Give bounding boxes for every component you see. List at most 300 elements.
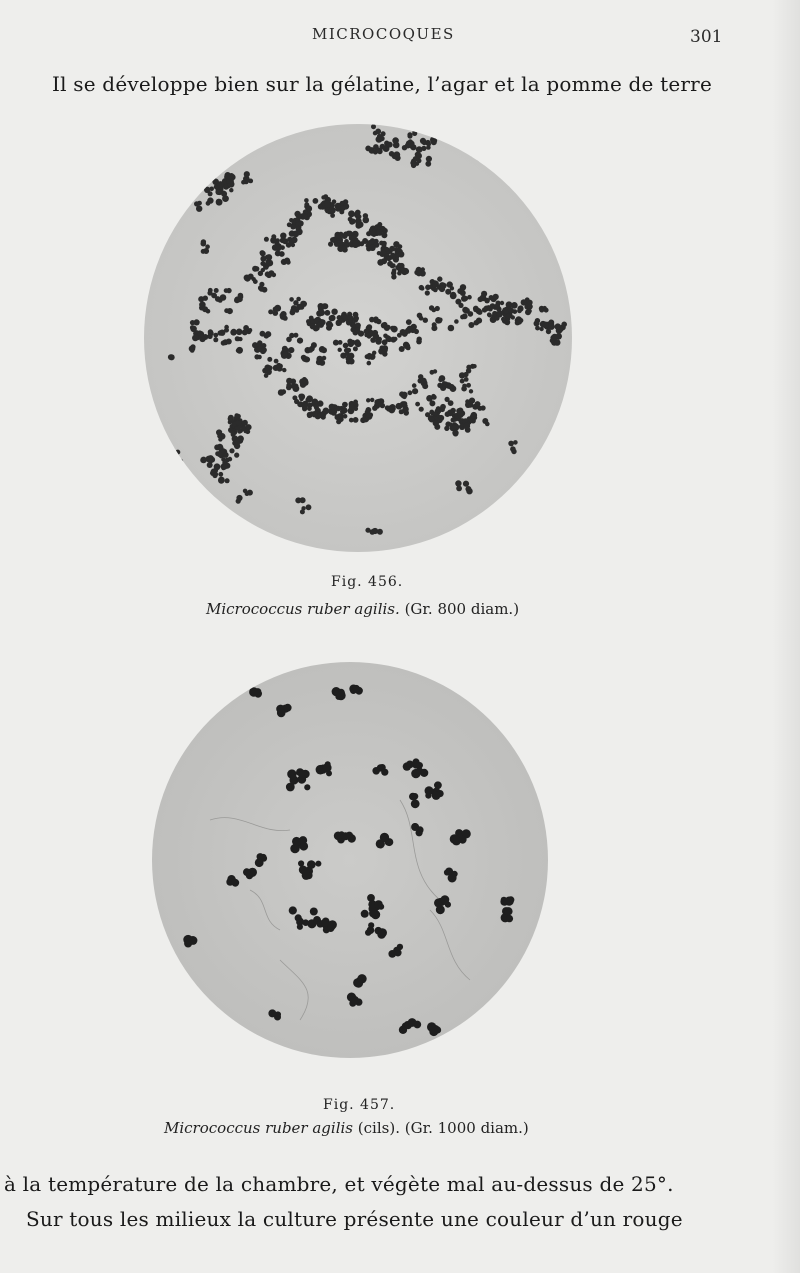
coccus-dot	[367, 361, 372, 366]
coccus-dot	[427, 142, 431, 146]
coccus-dot	[538, 210, 543, 215]
coccus-dot	[300, 509, 305, 514]
coccus-dot	[375, 129, 381, 135]
coccus-dot	[390, 264, 394, 268]
coccus-dot	[477, 406, 482, 411]
coccus-dot	[429, 305, 434, 310]
coccus-dot	[301, 403, 307, 409]
coccus-dot	[419, 285, 424, 290]
coccus-dot	[511, 302, 518, 309]
coccus-dot	[495, 316, 500, 321]
coccus-dot	[334, 232, 341, 239]
coccus-dot	[259, 286, 265, 292]
coccus-dot	[258, 271, 263, 276]
coccus-dot	[297, 924, 303, 930]
coccus-dot	[248, 328, 252, 332]
coccus-dot	[224, 328, 229, 333]
coccus-dot	[509, 308, 515, 314]
coccus-dot	[517, 308, 522, 313]
figure-457-number: Fig. 457.	[323, 1097, 396, 1113]
coccus-dot	[359, 241, 364, 246]
coccus-dot	[447, 410, 454, 417]
coccus-dot	[474, 153, 480, 159]
coccus-dot	[376, 319, 381, 324]
coccus-dot	[289, 906, 297, 914]
coccus-dot	[332, 199, 337, 204]
coccus-dot	[307, 406, 312, 411]
coccus-dot	[377, 930, 386, 939]
coccus-dot	[361, 910, 369, 918]
coccus-dot	[477, 157, 482, 162]
coccus-dot	[297, 775, 306, 784]
coccus-dot	[220, 294, 227, 301]
coccus-dot	[511, 315, 515, 319]
coccus-dot	[353, 346, 358, 351]
coccus-dot	[385, 405, 390, 410]
coccus-dot	[279, 251, 285, 257]
coccus-dot	[353, 241, 359, 247]
coccus-dot	[218, 472, 223, 477]
coccus-dot	[190, 320, 195, 325]
coccus-dot	[399, 391, 405, 397]
coccus-dot	[291, 307, 297, 313]
coccus-dot	[433, 420, 439, 426]
coccus-dot	[295, 914, 302, 921]
coccus-dot	[431, 139, 437, 145]
coccus-dot	[409, 143, 415, 149]
coccus-dot	[440, 407, 445, 412]
micrograph-456-image	[144, 116, 576, 562]
coccus-dot	[238, 293, 244, 299]
coccus-dot	[338, 348, 342, 352]
coccus-dot	[366, 398, 370, 402]
coccus-dot	[513, 440, 518, 445]
coccus-dot	[460, 287, 465, 292]
coccus-dot	[172, 454, 177, 459]
coccus-dot	[303, 214, 308, 219]
coccus-dot	[286, 260, 291, 265]
coccus-dot	[494, 303, 500, 309]
coccus-dot	[407, 326, 413, 332]
coccus-dot	[248, 274, 254, 280]
coccus-dot	[500, 301, 504, 305]
coccus-dot	[346, 348, 351, 353]
coccus-dot	[292, 395, 297, 400]
coccus-dot	[234, 453, 239, 458]
coccus-dot	[527, 309, 532, 314]
coccus-dot	[399, 346, 405, 352]
coccus-dot	[317, 400, 323, 406]
coccus-dot	[390, 337, 396, 343]
coccus-dot	[539, 327, 543, 331]
coccus-dot	[321, 347, 327, 353]
coccus-dot	[466, 365, 471, 370]
coccus-dot	[457, 410, 464, 417]
coccus-dot	[526, 174, 532, 180]
coccus-dot	[289, 218, 293, 222]
coccus-dot	[454, 319, 459, 324]
coccus-dot	[249, 687, 258, 696]
coccus-dot	[540, 212, 546, 218]
coccus-dot	[352, 685, 360, 693]
coccus-dot	[421, 146, 426, 151]
coccus-dot	[294, 232, 298, 236]
coccus-dot	[310, 323, 316, 329]
coccus-dot	[432, 322, 437, 327]
coccus-dot	[306, 504, 312, 510]
coccus-dot	[370, 398, 374, 402]
coccus-dot	[175, 450, 180, 455]
coccus-dot	[439, 286, 445, 292]
coccus-dot	[336, 691, 345, 700]
coccus-dot	[355, 218, 361, 224]
coccus-dot	[477, 310, 482, 315]
coccus-dot	[282, 314, 286, 318]
coccus-dot	[365, 528, 370, 533]
coccus-dot	[316, 323, 321, 328]
coccus-dot	[260, 348, 266, 354]
coccus-dot	[286, 378, 292, 384]
coccus-dot	[450, 834, 459, 843]
coccus-dot	[298, 220, 304, 226]
coccus-dot	[463, 481, 469, 487]
coccus-dot	[203, 296, 208, 301]
coccus-dot	[201, 241, 207, 247]
coccus-dot	[462, 313, 468, 319]
coccus-dot	[416, 339, 422, 345]
micrograph-457-image	[150, 660, 554, 1064]
figure-457-caption	[164, 1119, 529, 1137]
coccus-dot	[265, 365, 271, 371]
coccus-dot	[381, 131, 386, 136]
coccus-dot	[392, 137, 399, 144]
coccus-dot	[289, 240, 294, 245]
coccus-dot	[382, 339, 388, 345]
coccus-dot	[322, 763, 331, 772]
coccus-dot	[267, 357, 272, 362]
coccus-dot	[321, 919, 329, 927]
coccus-dot	[435, 317, 442, 324]
figure-457-species: Micrococcus ruber agilis	[164, 1119, 354, 1137]
coccus-dot	[541, 214, 547, 220]
coccus-dot	[260, 331, 266, 337]
body-text-line-top: Il se développe bien sur la gélatine, l’agar et la pomme de terre	[52, 72, 712, 96]
coccus-dot	[260, 854, 266, 860]
coccus-dot	[399, 409, 404, 414]
coccus-dot	[348, 358, 354, 364]
coccus-dot	[412, 130, 417, 135]
coccus-dot	[236, 347, 243, 354]
coccus-dot	[282, 346, 288, 352]
coccus-dot	[230, 430, 235, 435]
coccus-dot	[217, 434, 222, 439]
coccus-dot	[330, 213, 335, 218]
coccus-dot	[536, 213, 541, 218]
coccus-dot	[388, 950, 396, 958]
coccus-dot	[177, 458, 183, 464]
figure-456-caption	[206, 600, 519, 618]
coccus-dot	[328, 242, 333, 247]
coccus-dot	[373, 333, 379, 339]
coccus-dot	[474, 151, 479, 156]
coccus-dot	[470, 152, 475, 157]
coccus-dot	[308, 347, 314, 353]
coccus-dot	[325, 310, 331, 316]
coccus-dot	[225, 458, 230, 463]
coccus-dot	[213, 333, 218, 338]
coccus-dot	[436, 905, 445, 914]
coccus-dot	[200, 457, 207, 464]
coccus-dot	[282, 352, 288, 358]
coccus-dot	[234, 443, 240, 449]
coccus-dot	[347, 231, 352, 236]
coccus-dot	[455, 480, 461, 486]
coccus-dot	[370, 231, 375, 236]
coccus-dot	[407, 133, 412, 138]
coccus-dot	[465, 486, 471, 492]
coccus-dot	[244, 171, 250, 177]
coccus-dot	[527, 170, 533, 176]
coccus-dot	[169, 448, 175, 454]
coccus-dot	[548, 324, 554, 330]
body-text-line-bottom-1: à la température de la chambre, et végète mal au-dessus de 25°.	[4, 1172, 674, 1196]
coccus-dot	[406, 319, 412, 325]
coccus-dot	[189, 936, 198, 945]
coccus-dot	[465, 402, 471, 408]
coccus-dot	[415, 402, 420, 407]
coccus-dot	[447, 384, 453, 390]
coccus-dot	[229, 448, 234, 453]
coccus-dot	[426, 156, 432, 162]
coccus-dot	[329, 323, 334, 328]
coccus-dot	[468, 322, 474, 328]
coccus-dot	[245, 491, 250, 496]
coccus-dot	[455, 299, 461, 305]
coccus-dot	[431, 1025, 440, 1034]
coccus-dot	[311, 342, 317, 348]
coccus-dot	[380, 833, 389, 842]
coccus-dot	[245, 179, 249, 183]
coccus-dot	[236, 495, 242, 501]
coccus-dot	[218, 330, 223, 335]
coccus-dot	[411, 823, 419, 831]
coccus-dot	[266, 260, 273, 267]
coccus-dot	[197, 330, 202, 335]
coccus-dot	[231, 329, 236, 334]
coccus-dot	[348, 834, 356, 842]
coccus-dot	[542, 322, 549, 329]
coccus-dot	[402, 330, 407, 335]
coccus-dot	[304, 198, 309, 203]
coccus-dot	[353, 400, 358, 405]
coccus-dot	[369, 245, 375, 251]
figure-456-number: Fig. 456.	[331, 574, 404, 590]
coccus-dot	[212, 473, 217, 478]
running-title: MICROCOQUES	[312, 25, 455, 43]
coccus-dot	[561, 322, 567, 328]
coccus-dot	[194, 201, 199, 206]
coccus-dot	[534, 321, 540, 327]
coccus-dot	[208, 288, 213, 293]
coccus-dot	[460, 379, 465, 384]
coccus-dot	[516, 319, 522, 325]
coccus-dot	[225, 478, 230, 483]
coccus-dot	[471, 149, 477, 155]
coccus-dot	[471, 412, 478, 419]
coccus-dot	[416, 146, 423, 153]
coccus-dot	[355, 323, 361, 329]
coccus-dot	[372, 406, 377, 411]
coccus-dot	[371, 124, 376, 129]
coccus-dot	[423, 318, 428, 323]
coccus-dot	[213, 337, 218, 342]
coccus-dot	[410, 793, 416, 799]
coccus-dot	[207, 462, 213, 468]
coccus-dot	[257, 355, 262, 360]
coccus-dot	[273, 306, 279, 312]
coccus-dot	[363, 213, 368, 218]
page-number: 301	[690, 27, 723, 47]
coccus-dot	[192, 335, 199, 342]
running-head	[0, 25, 800, 49]
coccus-dot	[466, 383, 471, 388]
coccus-dot	[381, 769, 388, 776]
coccus-dot	[292, 837, 301, 846]
coccus-dot	[339, 209, 344, 214]
coccus-dot	[290, 776, 299, 785]
coccus-dot	[190, 325, 195, 330]
coccus-dot	[467, 295, 472, 300]
coccus-dot	[510, 446, 516, 452]
coccus-dot	[343, 343, 349, 349]
coccus-dot	[426, 395, 433, 402]
coccus-dot	[214, 463, 221, 470]
coccus-dot	[223, 453, 228, 458]
coccus-dot	[204, 187, 210, 193]
coccus-dot	[307, 860, 316, 869]
coccus-dot	[381, 241, 386, 246]
coccus-dot	[306, 319, 311, 324]
coccus-dot	[408, 390, 413, 395]
coccus-dot	[369, 317, 375, 323]
coccus-dot	[391, 274, 396, 279]
coccus-dot	[389, 246, 395, 252]
coccus-dot	[506, 314, 511, 319]
coccus-dot	[350, 219, 356, 225]
coccus-dot	[348, 353, 355, 360]
coccus-dot	[331, 309, 337, 315]
coccus-dot	[549, 320, 554, 325]
coccus-dot	[271, 234, 276, 239]
coccus-dot	[205, 244, 210, 249]
coccus-dot	[417, 313, 423, 319]
coccus-dot	[509, 442, 514, 447]
coccus-dot	[264, 237, 269, 242]
coccus-dot	[198, 186, 203, 191]
coccus-dot	[504, 907, 512, 915]
coccus-dot	[318, 309, 325, 316]
coccus-dot	[378, 904, 384, 910]
coccus-dot	[302, 871, 311, 880]
coccus-dot	[297, 338, 303, 344]
coccus-dot	[265, 331, 271, 337]
coccus-dot	[448, 422, 452, 426]
coccus-dot	[256, 342, 261, 347]
coccus-dot	[461, 386, 467, 392]
coccus-dot	[476, 318, 482, 324]
coccus-dot	[355, 341, 361, 347]
coccus-dot	[236, 329, 243, 336]
coccus-dot	[521, 179, 527, 185]
page-edge-shadow	[772, 0, 800, 1273]
coccus-dot	[266, 254, 272, 260]
coccus-dot	[403, 268, 409, 274]
coccus-dot	[488, 313, 492, 317]
coccus-dot	[318, 412, 324, 418]
coccus-dot	[282, 368, 286, 372]
coccus-dot	[438, 378, 443, 383]
coccus-dot	[323, 408, 330, 415]
coccus-dot	[243, 868, 251, 876]
coccus-dot	[329, 404, 335, 410]
coccus-dot	[519, 167, 525, 173]
coccus-dot	[493, 294, 499, 300]
coccus-dot	[469, 389, 473, 393]
coccus-dot	[437, 790, 444, 797]
coccus-dot	[298, 860, 304, 866]
coccus-dot	[199, 301, 206, 308]
coccus-dot	[296, 304, 302, 310]
coccus-dot	[444, 869, 450, 875]
coccus-dot	[236, 420, 242, 426]
coccus-dot	[463, 372, 468, 377]
coccus-dot	[241, 180, 246, 185]
coccus-dot	[353, 417, 359, 423]
coccus-dot	[254, 266, 259, 271]
coccus-dot	[329, 207, 336, 214]
coccus-dot	[310, 908, 318, 916]
coccus-dot	[437, 276, 442, 281]
coccus-dot	[413, 156, 418, 161]
coccus-dot	[226, 339, 232, 345]
micrograph-plate-fig-456	[144, 116, 576, 562]
coccus-dot	[393, 151, 400, 158]
coccus-dot	[412, 383, 417, 388]
coccus-dot	[278, 389, 285, 396]
coccus-dot	[415, 162, 419, 166]
coccus-dot	[218, 477, 225, 484]
coccus-dot	[253, 279, 258, 284]
coccus-dot	[268, 309, 273, 314]
coccus-dot	[343, 414, 348, 419]
coccus-dot	[276, 363, 281, 368]
coccus-dot	[299, 394, 305, 400]
coccus-dot	[420, 138, 426, 144]
coccus-dot	[272, 273, 277, 278]
coccus-dot	[340, 409, 346, 415]
coccus-dot	[333, 340, 339, 346]
coccus-dot	[368, 922, 374, 928]
coccus-dot	[167, 458, 173, 464]
coccus-dot	[189, 345, 196, 352]
coccus-dot	[544, 308, 549, 313]
coccus-dot	[224, 172, 231, 179]
coccus-dot	[505, 897, 514, 906]
coccus-dot	[437, 383, 442, 388]
coccus-dot	[324, 201, 331, 208]
coccus-dot	[315, 861, 321, 867]
coccus-dot	[364, 329, 369, 334]
